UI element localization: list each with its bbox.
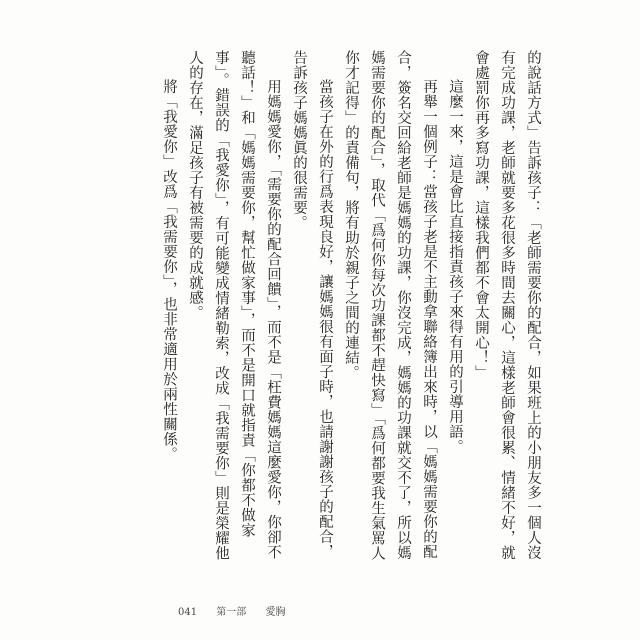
page-number: 041 bbox=[178, 607, 198, 618]
paragraph-4: 當孩子在外的行爲表現良好，讓媽媽很有面子時，也請謝謝孩子的配合，告訴孩子媽媽眞的很需要。 bbox=[291, 50, 333, 559]
body-text bbox=[156, 50, 546, 570]
paragraph-1: 的說話方式」告訴孩子：「老師需要你的配合，如果班上的小朋友多一個人沒有完成功課，老師就要多花很多時間去關心，這樣老師會很累、情緒不好，就會處罰你再多寫功課，這樣我們都不會太開心！」 bbox=[473, 50, 541, 560]
paragraph-5: 用媽媽愛你，「需要你的配合回饋」，而不是「枉費媽媽這麼愛你，你卻不聽話！」和「媽媽需要你，幫忙做家事」，而不是開口就指責「你都不做家事」。錯誤的「我愛你」，有可能變成情緒勒索，改成「我需要你」則是榮耀他人的存在，滿足孩子有被需要的成就感。 bbox=[187, 50, 281, 561]
paragraph-2: 這麼一來，這是會比直接指責孩子來得有用的引導用語。 bbox=[447, 79, 463, 454]
paragraph-3: 再舉一個例子：當孩子老是不主動拿聯絡簿出來時，以「媽媽需要你的配合，簽名交回給老師是媽媽的功課，你沒完成，媽媽的功課就交不了，所以媽媽需要你的配合」，取代「爲何你每次功課都不趕快寫」「爲何都要我生氣罵人你才記得」的責備句，將有助於親子之間的連結。 bbox=[343, 50, 437, 561]
section-label: 愛胸 bbox=[265, 607, 286, 618]
page-footer bbox=[178, 603, 301, 618]
part-label: 第一部 bbox=[216, 607, 247, 618]
paragraph-6: 將「我愛你」改爲「我需要你」，也非常適用於兩性關係。 bbox=[161, 79, 177, 462]
